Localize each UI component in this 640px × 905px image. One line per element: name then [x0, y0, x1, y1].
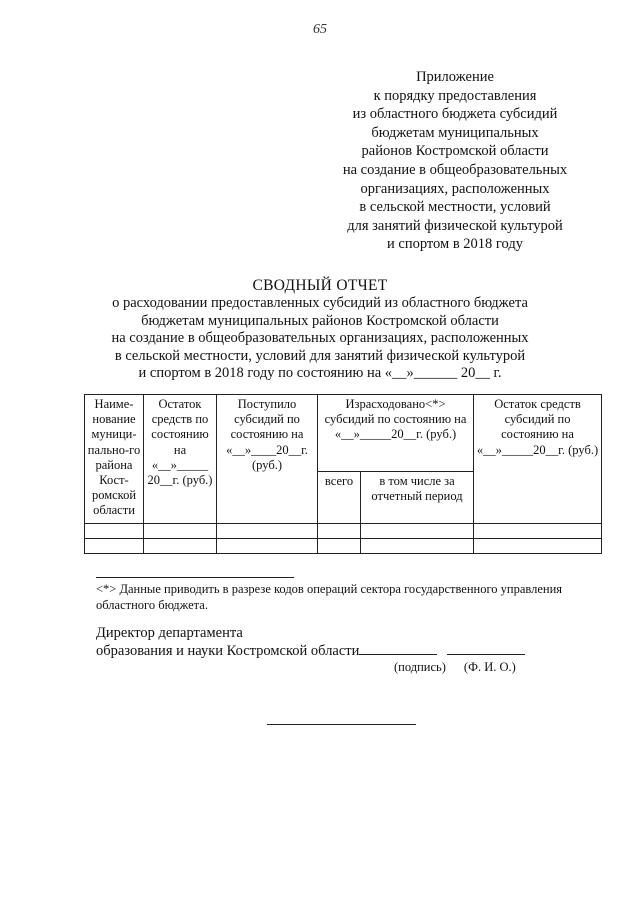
- caption-signature: (подпись): [394, 660, 446, 674]
- director-title-line1: Директор департамента: [96, 625, 243, 641]
- table-row: [85, 524, 602, 539]
- appendix-line: на создание в общеобразовательных: [342, 161, 568, 178]
- appendix-line: бюджетам муниципальных: [371, 124, 539, 141]
- report-table: [84, 394, 602, 554]
- appendix-block: [320, 68, 590, 254]
- appendix-line: из областного бюджета субсидий: [352, 106, 558, 123]
- table-cell[interactable]: [217, 524, 318, 539]
- table-cell[interactable]: [217, 539, 318, 554]
- table-row: [85, 539, 602, 554]
- report-subtitle-line: о расходовании предоставленных субсидий из областного бюджета: [112, 295, 528, 311]
- caption-full-name: (Ф. И. О.): [463, 660, 516, 674]
- appendix-line: организациях, расположенных: [360, 180, 550, 197]
- appendix-line: в сельской местности, условий: [359, 199, 551, 216]
- table-cell[interactable]: [474, 524, 602, 539]
- header-district-name: Наиме-нование муници-пально-го района Кост-ромской области: [85, 395, 144, 524]
- report-subtitle-line: и спортом в 2018 году по состоянию на «__»______ 20__ г.: [138, 365, 502, 382]
- appendix-line: районов Костромской области: [361, 143, 549, 160]
- appendix-line: для занятий физической культурой: [347, 217, 563, 234]
- header-spent-period: в том числе за отчетный период: [361, 472, 474, 524]
- header-opening-balance: Остаток средств по состоянию на «__»_____ 20__г. (руб.): [144, 395, 217, 524]
- header-spent-total: всего: [318, 472, 361, 524]
- header-spent: Израсходовано<*> субсидий по состоянию на «__»_____20__г. (руб.): [318, 395, 474, 472]
- table-cell[interactable]: [85, 539, 144, 554]
- bottom-divider: [267, 724, 416, 725]
- header-closing-balance: Остаток средств субсидий по состоянию на «__»_____20__г. (руб.): [474, 395, 602, 524]
- table-cell[interactable]: [361, 539, 474, 554]
- header-subsidies-received: Поступило субсидий по состоянию на «__»____20__г. (руб.): [217, 395, 318, 524]
- table-cell[interactable]: [85, 524, 144, 539]
- director-title-text: образования и науки Костромской области: [96, 643, 360, 659]
- appendix-line: и спортом в 2018 году: [387, 236, 523, 253]
- name-field[interactable]: [447, 642, 525, 655]
- table-header-row: [85, 395, 602, 472]
- report-subtitle-line: в сельской местности, условий для занятий физической культурой: [114, 347, 526, 364]
- report-subtitle: [60, 295, 580, 383]
- table-cell[interactable]: [318, 524, 361, 539]
- table-cell[interactable]: [144, 524, 217, 539]
- signature-captions: [394, 660, 516, 675]
- table-cell[interactable]: [474, 539, 602, 554]
- signature-block: [96, 624, 616, 660]
- table-cell[interactable]: [318, 539, 361, 554]
- table-cell[interactable]: [361, 524, 474, 539]
- page-number: 65: [313, 22, 327, 37]
- report-title: СВОДНЫЙ ОТЧЕТ: [252, 277, 388, 294]
- report-subtitle-line: бюджетам муниципальных районов Костромской области: [141, 312, 499, 329]
- appendix-line: Приложение: [416, 69, 494, 85]
- report-subtitle-line: на создание в общеобразовательных организациях, расположенных: [111, 330, 529, 347]
- table-cell[interactable]: [144, 539, 217, 554]
- director-title-line2: [96, 642, 616, 660]
- footnote-divider: [96, 577, 294, 578]
- signature-field[interactable]: [359, 642, 437, 655]
- appendix-line: к порядку предоставления: [373, 87, 537, 104]
- footnote: <*> Данные приводить в разрезе кодов операций сектора государственного управления областного бюджета.: [96, 582, 563, 612]
